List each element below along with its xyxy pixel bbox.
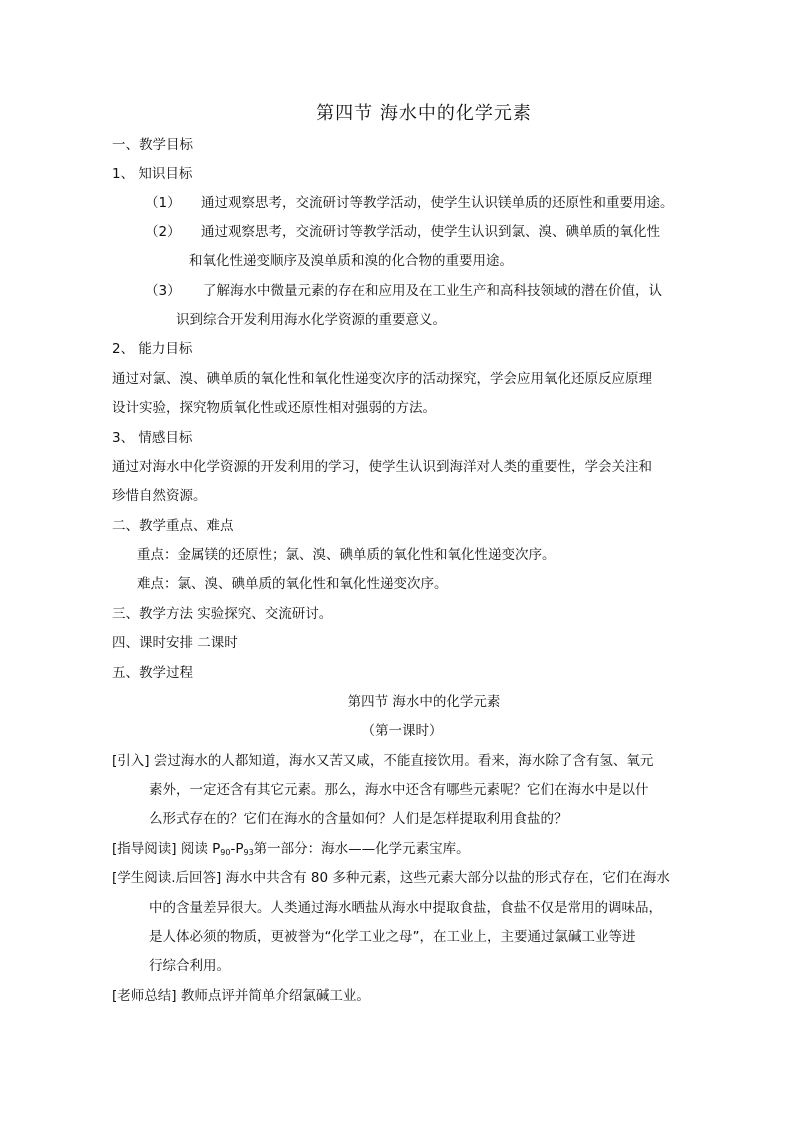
guided-reading-mid: -P: [230, 841, 244, 857]
guided-reading-post: 第一部分：海水——化学元素宝库。: [253, 841, 470, 857]
teacher-summary-tag: [老师总结]: [112, 988, 177, 1004]
subsection-knowledge: 1、 知识目标: [112, 166, 193, 182]
teacher-summary-text: 教师点评并简单介绍氯碱工业。: [180, 988, 370, 1004]
item-number: （3）: [145, 283, 181, 299]
student-answer-tag: [学生阅读.后回答]: [112, 870, 222, 886]
emotion-text-2: 珍惜自然资源。: [112, 488, 207, 504]
knowledge-item-1: 通过观察思考，交流研讨等教学活动，使学生认识镁单质的还原性和重要用途。: [201, 195, 674, 211]
knowledge-item-2: 通过观察思考，交流研讨等教学活动，使学生认识到氯、溴、碘单质的氧化性: [201, 224, 660, 240]
knowledge-item-3-cont: 识到综合开发利用海水化学资源的重要意义。: [176, 312, 446, 328]
subsection-ability: 2、 能力目标: [112, 341, 193, 357]
item-number: （1）: [145, 195, 181, 211]
page-subscript-end: 93: [243, 848, 254, 857]
ability-text-1: 通过对氯、溴、碘单质的氧化性和氧化性递变次序的活动探究，学会应用氧化还原反应原理: [112, 371, 652, 387]
intro-text-1: 尝过海水的人都知道，海水又苦又咸，不能直接饮用。看来，海水除了含有氢、氧元: [153, 753, 654, 769]
student-answer-text-1: 海水中共含有 80 多种元素，这些元素大部分以盐的形式存在，它们在海水: [225, 870, 670, 886]
intro-text-3: 么形式存在的？它们在海水的含量如何？人们是怎样提取利用食盐的？: [149, 811, 568, 827]
page-title: 第四节 海水中的化学元素: [316, 103, 532, 124]
lesson-period: （第一课时）: [361, 723, 443, 739]
section-heading-method: 三、教学方法 实验探究、交流研讨。: [112, 606, 333, 622]
difficulty-text: 难点：氯、溴、碘单质的氧化性和氧化性递变次序。: [137, 576, 448, 592]
student-answer-text-3: 是人体必须的物质，更被誉为“化学工业之母”，在工业上，主要通过氯碱工业等进: [149, 929, 636, 945]
item-number: （2）: [145, 224, 181, 240]
intro-tag: [引入]: [112, 753, 150, 769]
subsection-emotion: 3、 情感目标: [112, 430, 193, 446]
intro-text-2: 素外，一定还含有其它元素。那么，海水中还含有哪些元素呢？它们在海水中是以什: [149, 782, 649, 798]
guided-reading-line: [112, 839, 470, 863]
key-point-text: 重点：金属镁的还原性；氯、溴、碘单质的氧化性和氧化性递变次序。: [137, 547, 556, 563]
ability-text-2: 设计实验，探究物质氧化性或还原性相对强弱的方法。: [112, 400, 436, 416]
guided-reading-pre: 阅读 P: [180, 841, 221, 857]
page-subscript-start: 90: [220, 848, 231, 857]
section-heading-objectives: 一、教学目标: [112, 137, 193, 153]
lesson-title: 第四节 海水中的化学元素: [347, 694, 501, 710]
teacher-summary-line: [112, 986, 370, 1006]
section-heading-key-points: 二、教学重点、难点: [112, 518, 234, 534]
intro-paragraph-line: [112, 751, 653, 771]
knowledge-item-2-cont: 和氧化性递变顺序及溴单质和溴的化合物的重要用途。: [189, 253, 513, 269]
student-answer-text-4: 行综合利用。: [149, 958, 230, 974]
section-heading-schedule: 四、课时安排 二课时: [112, 635, 238, 651]
student-answer-line: [112, 868, 670, 888]
student-answer-text-2: 中的含量差异很大。人类通过海水晒盐从海水中提取食盐，食盐不仅是常用的调味品，: [149, 900, 662, 916]
guided-reading-tag: [指导阅读]: [112, 841, 177, 857]
knowledge-item-3: 了解海水中微量元素的存在和应用及在工业生产和高科技领域的潜在价值，认: [203, 283, 662, 299]
section-heading-process: 五、教学过程: [112, 665, 193, 681]
emotion-text-1: 通过对海水中化学资源的开发利用的学习，使学生认识到海洋对人类的重要性，学会关注和: [112, 459, 652, 475]
